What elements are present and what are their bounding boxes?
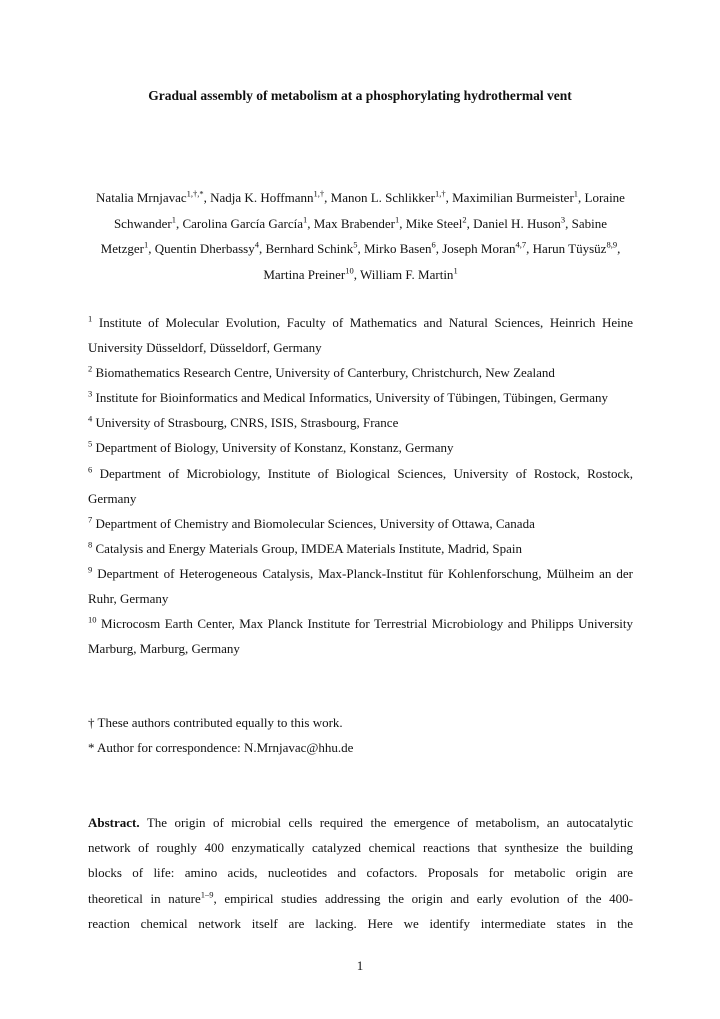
- affiliation: $^9$ Department of Heterogeneous Catalysis, Max-Planck-Institut für Kohlenforschung, Mülheim an der Ruhr, Germany: [88, 564, 634, 607]
- affiliation: $^{10}$ Microcosm Earth Center, Max Planck Institute for Terrestrial Microbiology and Philipps University Marburg, Marburg, Germany: [88, 614, 634, 657]
- author-affiliation-sup: 1: [171, 214, 176, 225]
- affiliation: $^6$ Department of Microbiology, Institute of Biological Sciences, University of Rostock, Rostock, Germany: [88, 464, 633, 506]
- author: Bernhard Schink$^5$: [265, 239, 358, 256]
- equal-contribution-note: † These authors contributed equally to this work.: [88, 715, 343, 730]
- author-list: Natalia Mrnjavac$^{1,\dagger,*}$, Nadja K. Hoffmann$^{1,\dagger}$, Manon L. Schlikker$^{1,\dagger}$, Maximilian Burmeister$^1$, Loraine Schwander$^1$, Carolina García García$^1$, Max Brabender$^1$, Mike Steel$^2$, Daniel H. Huson$^3$, Sabine Metzger$^1$, Quentin Dherbassy$^4$, Bernhard Schink$^5$, Mirko Basen$^6$, Joseph Moran$^{4,7}$, Harun Tüysüz$^{8,9}$, Martina Preiner$^{10}$, William F. Martin$^1$: [96, 188, 625, 282]
- affiliation-number: 10: [88, 614, 97, 625]
- author-notes: [88, 710, 633, 760]
- author-affiliation-sup: 3: [560, 214, 566, 225]
- affiliation-number: 1: [88, 313, 93, 324]
- affiliation: $^3$ Institute for Bioinformatics and Medical Informatics, University of Tübingen, Tübingen, Germany: [88, 388, 609, 406]
- author-affiliation-sup: 1,†,*: [186, 188, 204, 199]
- author-affiliation-sup: 1: [573, 188, 579, 199]
- abstract-line: theoretical in nature$^{1-9}$, empirical studies addressing the origin and early evolution of the 400-: [88, 889, 633, 906]
- author: Harun Tüysüz$^{8,9}$: [532, 239, 618, 256]
- author-affiliation-sup: 1: [303, 214, 308, 225]
- author: Daniel H. Huson$^3$: [473, 214, 566, 231]
- author-affiliation-sup: 1,†: [313, 188, 325, 199]
- affiliation: $^2$ Biomathematics Research Centre, University of Canterbury, Christchurch, New Zealand: [88, 363, 555, 381]
- abstract-line: blocks of life: amino acids, nucleotides and cofactors. Proposals for metabolic origin are: [88, 865, 633, 881]
- affiliation-list: [88, 310, 633, 661]
- author: Max Brabender$^1$: [313, 214, 400, 231]
- author: Natalia Mrnjavac$^{1,\dagger,*}$: [96, 188, 204, 205]
- paper-title: Gradual assembly of metabolism at a phosphorylating hydrothermal vent: [148, 88, 572, 103]
- author: Martina Preiner$^{10}$: [263, 265, 354, 282]
- author-affiliation-sup: 2: [462, 214, 467, 225]
- author: Manon L. Schlikker$^{1,\dagger}$: [330, 188, 446, 205]
- author-affiliation-sup: 8,9: [606, 239, 618, 250]
- page-number: 1: [356, 958, 364, 973]
- author: Loraine Schwander$^1$: [113, 190, 625, 231]
- correspondence-note: * Author for correspondence: N.Mrnjavac@hhu.de: [88, 740, 354, 755]
- author: William F. Martin$^1$: [360, 265, 458, 282]
- author-affiliation-sup: 10: [345, 265, 354, 276]
- author: Mike Steel$^2$: [405, 214, 467, 231]
- author-affiliation-sup: 6: [431, 239, 436, 250]
- reference-superscript: 1–9: [200, 889, 214, 900]
- author-affiliation-sup: 1,†: [434, 188, 446, 199]
- author: Maximilian Burmeister$^1$: [452, 188, 579, 205]
- affiliation: $^1$ Institute of Molecular Evolution, Faculty of Mathematics and Natural Sciences, Heinrich Heine University Düsseldorf, Düsseldorf, Germany: [88, 313, 634, 356]
- abstract-line: reaction chemical network itself are lacking. Here we identify intermediate states in the: [88, 915, 633, 931]
- abstract-line: network of roughly 400 enzymatically catalyzed chemical reactions that synthesize the building: [88, 840, 633, 856]
- affiliation-number: 2: [88, 363, 93, 374]
- author: Quentin Dherbassy$^4$: [154, 239, 259, 256]
- author-affiliation-sup: 4,7: [515, 239, 527, 250]
- author-affiliation-sup: 4: [254, 239, 259, 250]
- abstract-line: Abstract. The origin of microbial cells required the emergence of metabolism, an autocatalytic: [88, 815, 633, 830]
- author-affiliation-sup: 1: [453, 265, 458, 276]
- author: Nadja K. Hoffmann$^{1,\dagger}$: [210, 188, 325, 205]
- author: Carolina García García$^1$: [182, 214, 308, 231]
- abstract: [88, 810, 633, 936]
- affiliation-number: 4: [88, 414, 93, 425]
- author-affiliation-sup: 1: [143, 239, 149, 250]
- author: Joseph Moran$^{4,7}$: [442, 239, 527, 256]
- author-affiliation-sup: 5: [353, 239, 358, 250]
- affiliation: $^4$ University of Strasbourg, CNRS, ISIS, Strasbourg, France: [88, 414, 399, 431]
- affiliation: $^7$ Department of Chemistry and Biomolecular Sciences, University of Ottawa, Canada: [88, 514, 535, 531]
- affiliation-number: 8: [88, 539, 93, 550]
- author-affiliation-sup: 1: [394, 214, 400, 225]
- affiliation-number: 9: [88, 564, 93, 575]
- affiliation: $^5$ Department of Biology, University of Konstanz, Konstanz, Germany: [88, 439, 454, 456]
- affiliation-number: 7: [88, 514, 93, 525]
- abstract-label: Abstract.: [88, 815, 140, 830]
- affiliation-number: 6: [88, 464, 93, 475]
- affiliation: $^8$ Catalysis and Energy Materials Group, IMDEA Materials Institute, Madrid, Spain: [88, 539, 523, 556]
- author: Sabine Metzger$^1$: [100, 215, 608, 256]
- author: Mirko Basen$^6$: [363, 239, 436, 256]
- affiliation-number: 3: [88, 388, 93, 399]
- affiliation-number: 5: [88, 439, 93, 450]
